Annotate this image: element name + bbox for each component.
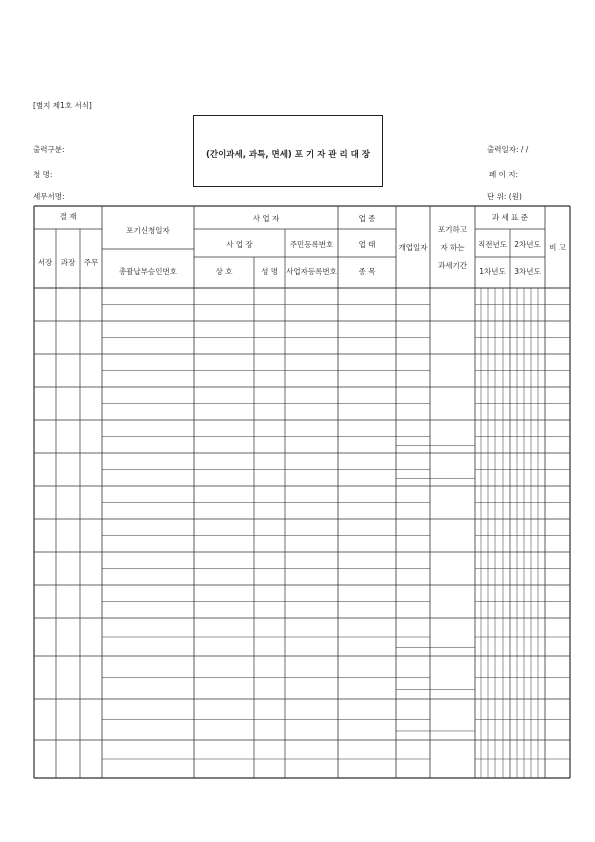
page-title: (간이과세, 과특, 면세) 포 기 자 관 리 대 장 bbox=[205, 150, 371, 160]
tax-office-label: 세무서명: bbox=[33, 192, 65, 201]
output-type-label: 출력구분: bbox=[33, 145, 65, 154]
header-staff: 주무 bbox=[83, 258, 99, 267]
header-waiver-period-2: 자 하는 bbox=[440, 243, 465, 252]
header-resident-no: 주민등록번호 bbox=[289, 240, 334, 249]
header-approval: 결 재 bbox=[59, 212, 77, 221]
header-remarks: 비 고 bbox=[549, 243, 566, 252]
header-business-reg-no: 사업자등록번호 bbox=[286, 267, 337, 276]
header-prev-year: 직전년도 bbox=[478, 240, 507, 249]
unit-label: 단 위: (원) bbox=[487, 192, 522, 201]
header-name: 성 명 bbox=[261, 267, 278, 276]
header-request-date: 포기신청일자 bbox=[126, 226, 170, 235]
header-chief: 과장 bbox=[60, 258, 76, 267]
header-year2: 2차년도 bbox=[514, 240, 541, 249]
header-manager: 서장 bbox=[37, 258, 53, 267]
header-industry: 업 종 bbox=[358, 214, 376, 223]
header-year3: 3차년도 bbox=[514, 267, 541, 276]
header-waiver-period-1: 포기하고 bbox=[438, 225, 467, 234]
header-tax-payment-no: 총괄납부승인번호 bbox=[119, 267, 177, 276]
header-business-place: 사 업 장 bbox=[226, 240, 253, 249]
header-trade-name: 상 호 bbox=[215, 267, 233, 276]
header-tax-standard: 과 세 표 준 bbox=[491, 213, 529, 222]
form-number: [별지 제1호 서식] bbox=[33, 101, 92, 110]
header-business-person: 사 업 자 bbox=[252, 214, 280, 223]
office-label: 청 명: bbox=[33, 170, 53, 179]
header-year1: 1차년도 bbox=[479, 267, 506, 276]
header-waiver-period-3: 과세기간 bbox=[438, 261, 467, 270]
page-label: 페 이 지: bbox=[489, 170, 519, 179]
print-date-label: 출력일자: / / bbox=[487, 145, 529, 154]
header-opening-date: 개업일자 bbox=[398, 243, 428, 252]
header-business-type: 업 태 bbox=[358, 240, 376, 249]
header-category: 종 목 bbox=[358, 267, 376, 276]
